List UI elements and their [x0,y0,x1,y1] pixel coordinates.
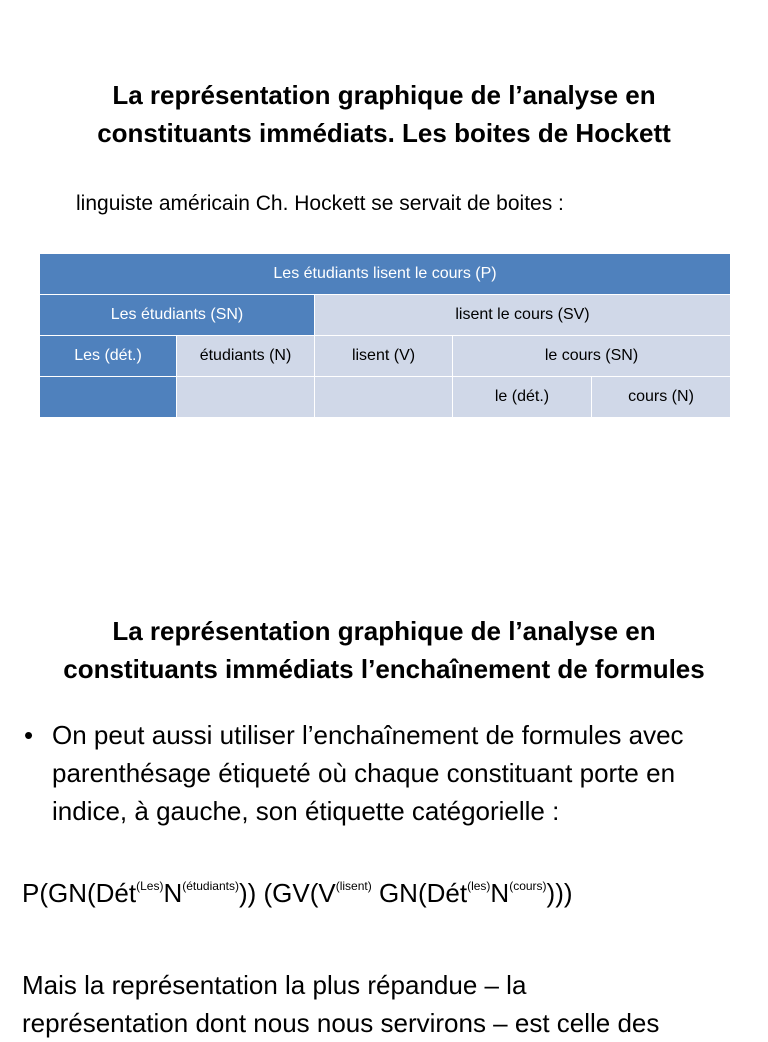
cell-sv: lisent le cours (SV) [315,295,731,336]
cell-noun: étudiants (N) [177,336,315,377]
bullet-text: On peut aussi utiliser l’enchaînement de formules avec parenthésage étiqueté où chaque constituant porte en indice, à gauche, son étiquette catégorielle : [52,720,684,826]
formula-part: )) (GV(V [238,878,336,908]
cell-empty [40,377,177,418]
cell-object-noun: cours (N) [592,377,731,418]
closing-paragraph [22,966,768,1042]
closing-line2: représentation dont nous nous servirons – est celle des [22,1008,660,1038]
cell-empty [177,377,315,418]
cell-verb: lisent (V) [315,336,453,377]
table-row [40,377,731,418]
cell-sn: Les étudiants (SN) [40,295,315,336]
table-row [40,336,731,377]
slide1-title [0,76,768,152]
intro-text: linguiste américain Ch. Hockett se servait de boites : [76,192,564,215]
closing-line1: Mais la représentation la plus répandue – la [22,970,527,1000]
slide2-title-line1: La représentation graphique de l’analyse en [112,616,656,646]
slide1-title-line2: constituants immédiats. Les boites de Hockett [97,118,671,148]
cell-empty [315,377,453,418]
slide2-title [0,612,768,688]
cell-sentence: Les étudiants lisent le cours (P) [40,254,731,295]
bullet-item [24,716,744,830]
formula-part: GN(Dét [371,878,468,908]
hockett-boxes-table [39,253,731,418]
slide2-title-line2: constituants immédiats l’enchaînement de formules [63,654,705,684]
bracketed-formula [22,874,573,912]
bullet-dot-icon: • [24,720,34,750]
table-row [40,254,731,295]
formula-part: N [163,878,183,908]
cell-det: Les (dét.) [40,336,177,377]
formula-index: (cours) [509,879,547,893]
formula-index: (Les) [136,879,164,893]
slide1-title-line1: La représentation graphique de l’analyse en [112,80,656,110]
cell-object-sn: le cours (SN) [453,336,731,377]
formula-part: N [490,878,510,908]
formula-index: (étudiants) [182,879,239,893]
cell-object-det: le (dét.) [453,377,592,418]
formula-part: ))) [546,878,573,908]
table-row [40,295,731,336]
formula-index: (les) [467,879,491,893]
formula-index: (lisent) [335,879,372,893]
formula-part: P(GN(Dét [22,878,137,908]
